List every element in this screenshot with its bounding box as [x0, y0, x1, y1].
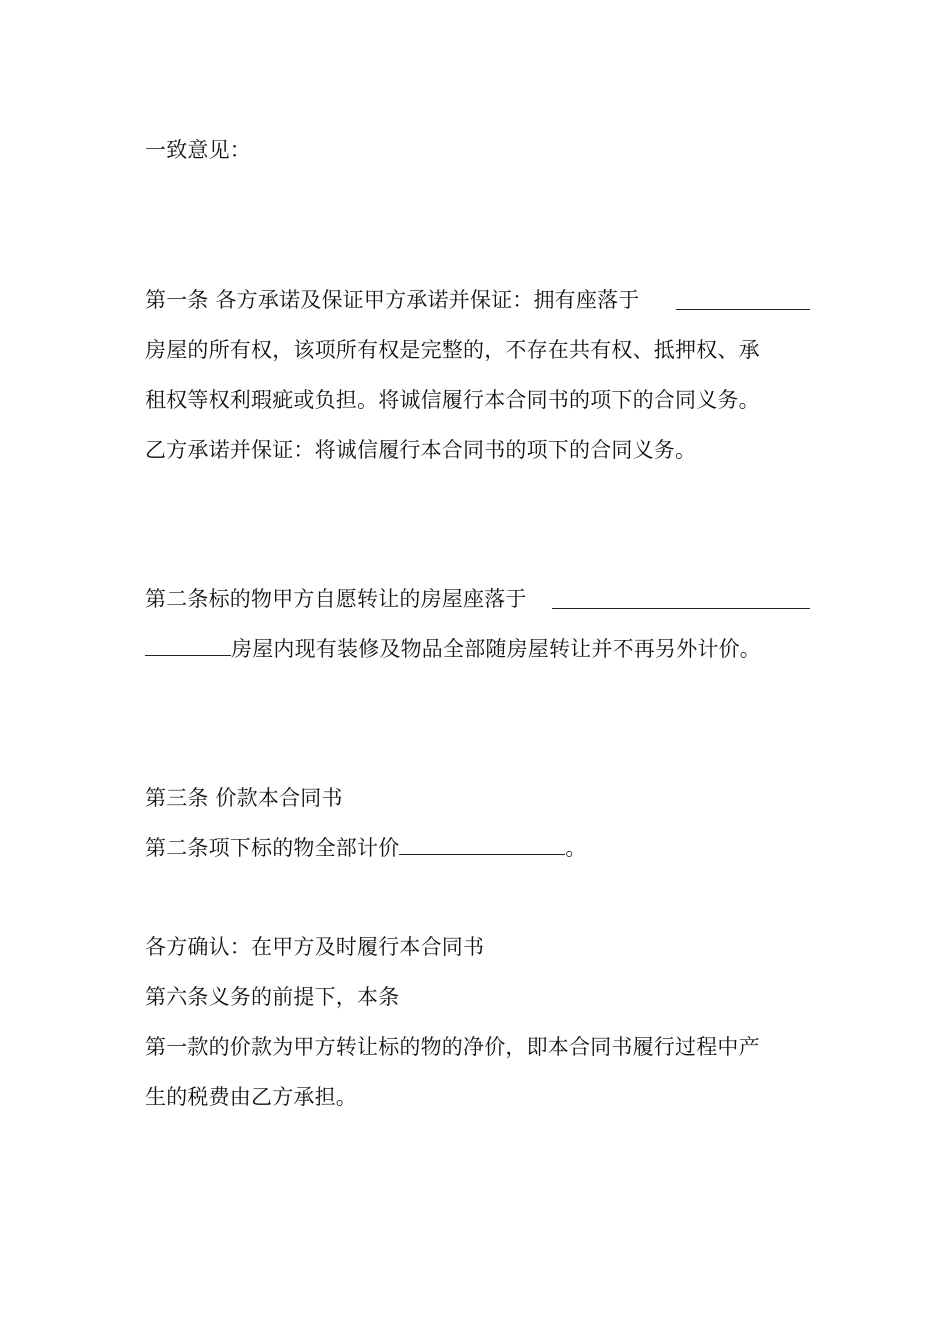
article1-text-3: 租权等权利瑕疵或负担。将诚信履行本合同书的项下的合同义务。: [145, 388, 760, 412]
article1-line3: [145, 386, 810, 414]
confirm-text-2: 第六条义务的前提下，本条: [145, 985, 400, 1009]
article3-text-1: 第二条项下标的物全部计价: [145, 836, 400, 860]
article2-line2: [145, 635, 810, 663]
article3-title: [145, 784, 810, 812]
address-blank-1: [676, 309, 810, 310]
address-blank-3: [145, 637, 231, 656]
article1-text-2: 房屋的所有权，该项所有权是完整的，不存在共有权、抵押权、承: [145, 338, 760, 362]
confirm-line3: [145, 1033, 810, 1061]
address-blank-2: [552, 608, 810, 609]
article2-line1: [145, 585, 810, 613]
confirm-text-1: 各方确认：在甲方及时履行本合同书: [145, 935, 485, 959]
article1-line1: [145, 286, 810, 314]
confirm-text-4: 生的税费由乙方承担。: [145, 1085, 357, 1109]
article3-period: 。: [565, 836, 587, 860]
article2-text-1: 第二条标的物甲方自愿转让的房屋座落于: [145, 587, 527, 611]
confirm-line2: [145, 983, 810, 1011]
article1-text-4: 乙方承诺并保证：将诚信履行本合同书的项下的合同义务。: [145, 438, 697, 462]
article1-text-1: 第一条 各方承诺及保证甲方承诺并保证：拥有座落于: [145, 288, 640, 312]
article3-title-text: 第三条 价款本合同书: [145, 786, 343, 810]
confirm-line4: [145, 1083, 810, 1111]
confirm-line1: [145, 933, 810, 961]
article1-line2: [145, 336, 810, 364]
confirm-text-3: 第一款的价款为甲方转让标的物的净价，即本合同书履行过程中产: [145, 1035, 760, 1059]
intro-line: [145, 136, 810, 164]
article1-line4: [145, 436, 810, 464]
article3-line1: [145, 834, 810, 862]
price-blank: [399, 836, 565, 855]
intro-text: 一致意见：: [145, 138, 251, 162]
article2-text-2: 房屋内现有装修及物品全部随房屋转让并不再另外计价。: [231, 637, 761, 661]
